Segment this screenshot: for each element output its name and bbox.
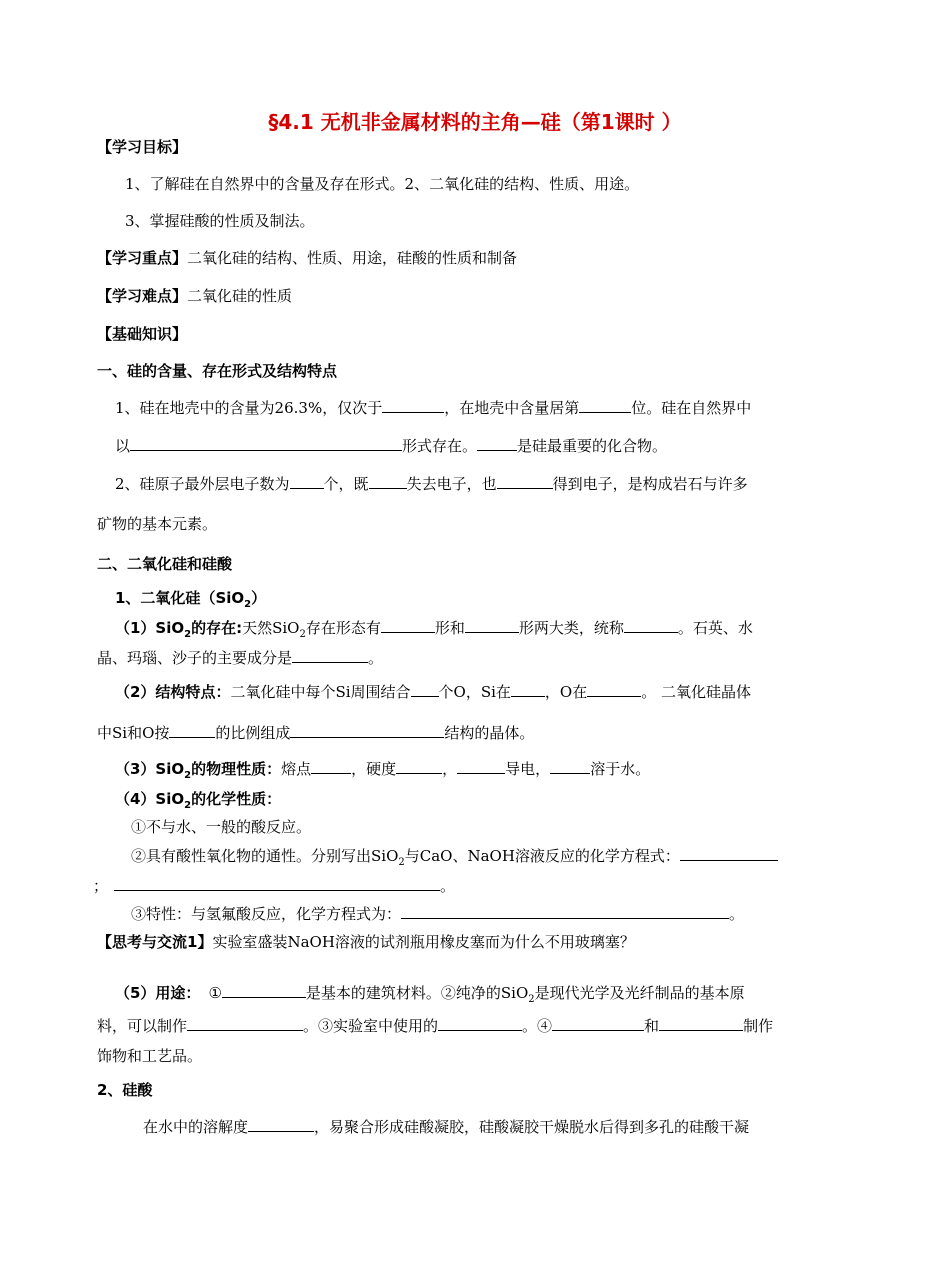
text-fragment: 导电， [505, 760, 551, 778]
text-fragment: 和 [644, 1017, 660, 1035]
text-fragment: 1、硅在地壳中的含量为26.3%，仅次于 [115, 399, 383, 417]
difficult-points [97, 286, 292, 306]
section1-paragraph2 [115, 474, 748, 494]
text-fragment: 是硅最重要的化合物。 [517, 437, 668, 455]
answer-blank[interactable] [680, 846, 778, 861]
text-fragment: 是基本的建筑材料。②纯净的SiO [305, 984, 529, 1002]
answer-blank[interactable] [457, 759, 505, 774]
answer-blank[interactable] [222, 983, 306, 998]
answer-blank[interactable] [290, 723, 444, 738]
key-points [97, 248, 517, 268]
text-fragment: 二氧化硅中每个Si周围结合 [230, 683, 411, 701]
text-fragment: 料，可以制作 [97, 1017, 188, 1035]
text-fragment: （3）SiO [115, 760, 185, 778]
key-points-text: 二氧化硅的结构、性质、用途，硅酸的性质和制备 [187, 249, 518, 267]
subscript: 2 [184, 800, 192, 811]
difficult-points-label: 【学习难点】 [97, 287, 188, 305]
answer-blank[interactable] [511, 682, 545, 697]
think-label: 【思考与交流1】 [97, 933, 213, 951]
text-fragment: 熔点 [281, 760, 312, 778]
text-fragment: ，硬度 [351, 760, 397, 778]
page-title: §4.1 无机非金属材料的主角—硅（第1课时 ） [268, 110, 682, 134]
text-fragment: （1）SiO [115, 619, 185, 637]
sio2-structure [115, 682, 751, 702]
answer-blank[interactable] [311, 759, 351, 774]
text-fragment: 制作 [743, 1017, 774, 1035]
sio2-uses-cont2: 饰物和工艺品。 [97, 1047, 203, 1065]
chem-property-2-cont [93, 876, 455, 896]
uses-label: （5）用途： [115, 984, 201, 1002]
goals-item-2: 3、掌握硅酸的性质及制法。 [125, 212, 315, 230]
text-fragment: 溶于水。 [590, 760, 651, 778]
sio2-physical [115, 759, 650, 779]
sio2-heading [115, 588, 266, 608]
basics-heading: 【基础知识】 [97, 325, 188, 343]
answer-blank[interactable] [292, 648, 368, 663]
text-fragment: 失去电子，也 [406, 475, 497, 493]
answer-blank[interactable] [369, 474, 407, 489]
text-fragment: ②具有酸性氧化物的通性。分别写出SiO [131, 847, 399, 865]
text-fragment: 。 [440, 877, 456, 895]
text-fragment: 的存在: [191, 619, 243, 637]
answer-blank[interactable] [550, 759, 590, 774]
text-fragment: ； [93, 877, 109, 895]
text-fragment: 天然SiO [242, 619, 300, 637]
sio2-uses-cont [97, 1016, 773, 1036]
think-text: 实验室盛装NaOH溶液的试剂瓶用橡皮塞而为什么不用玻璃塞？ [212, 933, 635, 951]
text-fragment: 结构的晶体。 [444, 724, 535, 742]
answer-blank[interactable] [411, 682, 439, 697]
text-fragment: 。 [368, 649, 384, 667]
text-fragment: 的物理性质： [191, 760, 282, 778]
text-fragment: 得到电子，是构成岩石与许多 [552, 475, 748, 493]
text-fragment: 的比例组成 [215, 724, 291, 742]
text-fragment: 存在形态有 [305, 619, 381, 637]
answer-blank[interactable] [587, 682, 641, 697]
text-fragment: 2、硅原子最外层电子数为 [115, 475, 290, 493]
sio2-chemical-heading [115, 789, 281, 809]
chem-property-3 [131, 904, 744, 924]
text-fragment: 个，既 [323, 475, 369, 493]
existence-label [115, 619, 243, 640]
text-fragment: 1、二氧化硅（SiO [115, 589, 245, 607]
sio2-existence-cont [97, 648, 383, 668]
text-fragment: ，在地壳中含量居第 [444, 399, 580, 417]
text-fragment: ，O在 [544, 683, 588, 701]
chem-property-2 [131, 846, 778, 866]
difficult-points-text: 二氧化硅的性质 [187, 287, 293, 305]
text-fragment: ，易聚合形成硅酸凝胶，硅酸凝胶干燥脱水后得到多孔的硅酸干凝 [314, 1118, 750, 1136]
answer-blank[interactable] [187, 1016, 303, 1031]
answer-blank[interactable] [659, 1016, 743, 1031]
sio2-existence [115, 618, 753, 638]
text-fragment: 形式存在。 [402, 437, 478, 455]
sio2-structure-cont [97, 723, 534, 743]
answer-blank[interactable] [290, 474, 324, 489]
section2-heading: 二、二氧化硅和硅酸 [97, 555, 233, 573]
physical-label [115, 760, 282, 781]
text-fragment: 晶、玛瑙、沙子的主要成分是 [97, 649, 293, 667]
sio2-uses [115, 983, 745, 1003]
answer-blank[interactable] [382, 398, 444, 413]
answer-blank[interactable] [497, 474, 553, 489]
text-fragment: 中Si和O按 [97, 724, 170, 742]
answer-blank[interactable] [248, 1117, 314, 1132]
text-fragment: 个O，Si在 [438, 683, 511, 701]
text-fragment: 在水中的溶解度 [143, 1118, 249, 1136]
key-points-label: 【学习重点】 [97, 249, 188, 267]
chem-property-1: ①不与水、一般的酸反应。 [131, 818, 312, 836]
answer-blank[interactable] [169, 723, 215, 738]
answer-blank[interactable] [465, 618, 519, 633]
goals-item-1: 1、了解硅在自然界中的含量及存在形式。2、二氧化硅的结构、性质、用途。 [125, 175, 640, 193]
text-fragment: 。石英、水 [677, 619, 753, 637]
section1-paragraph2-cont: 矿物的基本元素。 [97, 515, 218, 533]
text-fragment: 位。硅在自然界中 [631, 399, 752, 417]
text-fragment: 。 二氧化硅晶体 [641, 683, 751, 701]
section1-paragraph1 [115, 398, 751, 418]
answer-blank[interactable] [114, 876, 440, 891]
text-fragment: ③特性：与氢氟酸反应，化学方程式为： [131, 905, 402, 923]
answer-blank[interactable] [438, 1016, 522, 1031]
subscript: 2 [244, 599, 252, 610]
text-fragment: ） [251, 589, 267, 607]
goals-heading: 【学习目标】 [97, 138, 188, 156]
text-fragment: 。③实验室中使用的 [303, 1017, 439, 1035]
text-fragment: 以 [115, 437, 131, 455]
section1-heading: 一、硅的含量、存在形式及结构特点 [97, 362, 338, 380]
subscript: 2 [398, 857, 405, 868]
answer-blank[interactable] [381, 618, 435, 633]
subscript: 2 [184, 629, 192, 640]
silicic-acid-text [143, 1117, 749, 1137]
text-fragment: ① [208, 984, 222, 1002]
answer-blank[interactable] [401, 904, 729, 919]
silicic-acid-heading: 2、硅酸 [97, 1081, 153, 1099]
text-fragment: 。④ [522, 1017, 553, 1035]
text-fragment: ， [442, 760, 458, 778]
section1-paragraph1-cont [115, 436, 667, 456]
text-fragment: （4）SiO [115, 790, 185, 808]
structure-label: （2）结构特点： [115, 683, 231, 701]
answer-blank[interactable] [477, 436, 517, 451]
answer-blank[interactable] [579, 398, 631, 413]
answer-blank[interactable] [552, 1016, 644, 1031]
subscript: 2 [184, 770, 192, 781]
text-fragment: 的化学性质： [191, 790, 282, 808]
text-fragment: 形和 [434, 619, 465, 637]
subscript: 2 [299, 629, 306, 640]
text-fragment: 形两大类，统称 [518, 619, 624, 637]
text-fragment: 。 [729, 905, 745, 923]
answer-blank[interactable] [624, 618, 678, 633]
subscript: 2 [528, 994, 535, 1005]
text-fragment: 与CaO、NaOH溶液反应的化学方程式： [404, 847, 680, 865]
answer-blank[interactable] [396, 759, 442, 774]
text-fragment: 是现代光学及光纤制品的基本原 [534, 984, 745, 1002]
think-exchange [97, 932, 635, 952]
answer-blank[interactable] [130, 436, 402, 451]
